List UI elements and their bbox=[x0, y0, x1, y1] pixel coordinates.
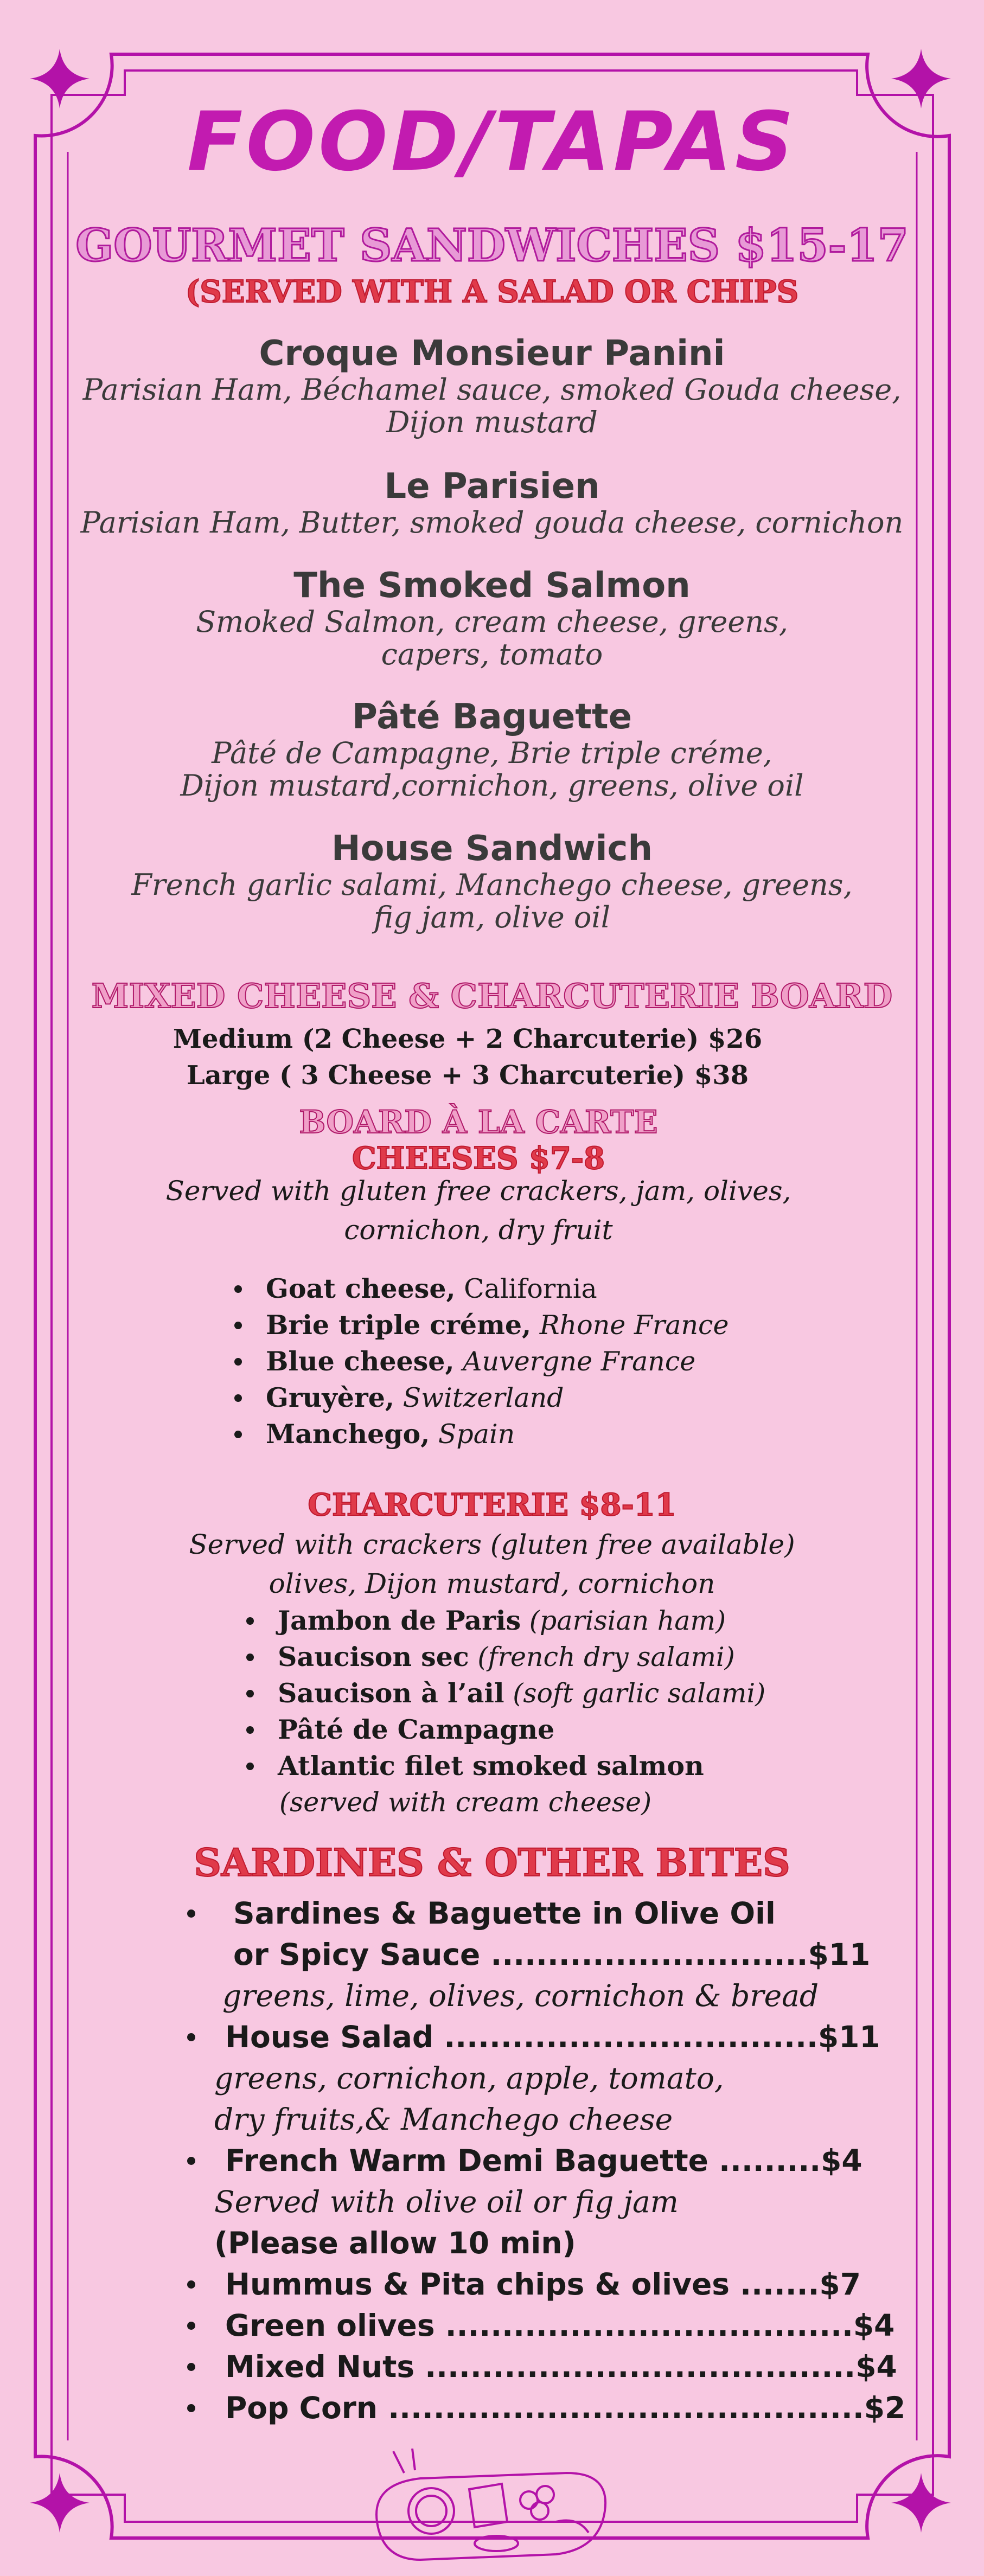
bite-name: or Spicy Sauce ............................$11 bbox=[233, 1937, 871, 1972]
bite-note: (Please allow 10 min) bbox=[214, 2226, 576, 2260]
list-item bbox=[228, 1343, 729, 1380]
charcuterie-heading: CHARCUTERIE $8-11 bbox=[308, 1487, 676, 1523]
list-item bbox=[240, 1639, 765, 1675]
cheese-origin: Switzerland bbox=[394, 1382, 564, 1413]
list-item bbox=[182, 2016, 880, 2058]
list-item bbox=[228, 1307, 729, 1343]
sandwich-item bbox=[0, 466, 984, 539]
sandwiches-subheading: (SERVED WITH A SALAD OR CHIPS bbox=[185, 274, 799, 310]
bite-desc: dry fruits,& Manchego cheese bbox=[214, 2102, 673, 2137]
bite-name: Pop Corn ..........................................$2 bbox=[225, 2391, 906, 2425]
cheese-name: Goat cheese, bbox=[266, 1273, 456, 1304]
cheese-origin: Spain bbox=[430, 1419, 515, 1450]
list-item bbox=[228, 1416, 729, 1452]
sandwich-desc: French garlic salami, Manchego cheese, greens, bbox=[131, 868, 853, 902]
cheeses-heading: CHEESES $7-8 bbox=[352, 1140, 605, 1176]
list-item bbox=[228, 1271, 729, 1307]
charcuterie-name: Pâté de Campagne bbox=[278, 1714, 555, 1745]
list-item bbox=[182, 2346, 897, 2387]
list-item bbox=[182, 2387, 906, 2428]
sandwich-desc: Smoked Salmon, cream cheese, greens, bbox=[196, 605, 788, 639]
cheese-origin: California bbox=[455, 1273, 597, 1304]
bite-desc: Served with olive oil or fig jam bbox=[214, 2184, 679, 2219]
bite-name: Hummus & Pita chips & olives .......$7 bbox=[225, 2267, 861, 2302]
sandwich-name: Le Parisien bbox=[384, 466, 600, 507]
sparkle-icon bbox=[30, 2473, 90, 2533]
charcuterie-note: olives, Dijon mustard, cornichon bbox=[269, 1568, 715, 1599]
cheese-name: Brie triple créme, bbox=[266, 1309, 532, 1341]
cheese-name: Manchego, bbox=[266, 1418, 430, 1450]
sandwich-name: Croque Monsieur Panini bbox=[259, 334, 725, 374]
charcuterie-detail: (french dry salami) bbox=[469, 1642, 735, 1673]
menu-title: FOOD/TAPAS bbox=[187, 95, 797, 189]
carte-heading: BOARD À LA CARTE bbox=[299, 1104, 658, 1140]
bite-desc: greens, cornichon, apple, tomato, bbox=[214, 2061, 724, 2096]
list-item bbox=[240, 1675, 765, 1712]
sparkle-icon bbox=[891, 2473, 951, 2533]
sandwich-item bbox=[0, 334, 984, 439]
charcuterie-note: Served with crackers (gluten free available) bbox=[189, 1529, 795, 1560]
charcuterie-detail: (parisian ham) bbox=[521, 1605, 726, 1636]
board-heading: MIXED CHEESE & CHARCUTERIE BOARD bbox=[91, 976, 893, 1016]
list-item bbox=[182, 2140, 862, 2181]
bite-name: Green olives ....................................$4 bbox=[225, 2308, 895, 2343]
cheese-origin: Auvergne France bbox=[454, 1346, 696, 1377]
sandwiches-heading: GOURMET SANDWICHES $15-17 bbox=[75, 220, 909, 272]
cheeses-note: cornichon, dry fruit bbox=[344, 1214, 613, 1246]
bites-list bbox=[182, 1893, 906, 2428]
cheese-name: Gruyère, bbox=[266, 1382, 394, 1413]
list-item bbox=[240, 1748, 765, 1784]
bite-desc: greens, lime, olives, cornichon & bread bbox=[222, 1978, 819, 2013]
sandwich-desc: Dijon mustard bbox=[386, 405, 598, 439]
bite-name: French Warm Demi Baguette .........$4 bbox=[225, 2143, 862, 2178]
bite-name: Sardines & Baguette in Olive Oil bbox=[233, 1896, 776, 1931]
sandwich-desc: fig jam, olive oil bbox=[374, 900, 610, 934]
charcuterie-name: Saucison à l’ail bbox=[278, 1677, 504, 1709]
cheese-name: Blue cheese, bbox=[266, 1345, 455, 1377]
list-item bbox=[240, 1712, 765, 1748]
bite-name: Mixed Nuts ......................................$4 bbox=[225, 2349, 897, 2384]
list-item bbox=[182, 1893, 833, 1934]
sandwich-item bbox=[0, 566, 984, 671]
charcuterie-board-illustration bbox=[361, 2440, 621, 2576]
sandwich-desc: Dijon mustard,cornichon, greens, olive oil bbox=[180, 768, 804, 803]
list-item bbox=[240, 1603, 765, 1639]
charcuterie-list bbox=[240, 1603, 765, 1784]
sandwich-item bbox=[0, 829, 984, 934]
cheese-origin: Rhone France bbox=[531, 1310, 729, 1341]
sandwich-desc: capers, tomato bbox=[381, 637, 603, 671]
charcuterie-name: Saucison sec bbox=[278, 1641, 469, 1673]
charcuterie-detail: (soft garlic salami) bbox=[504, 1678, 766, 1709]
sandwich-item bbox=[0, 697, 984, 802]
sandwich-desc: Pâté de Campagne, Brie triple créme, bbox=[212, 736, 772, 770]
list-item bbox=[182, 2305, 895, 2346]
board-large: Large ( 3 Cheese + 3 Charcuterie) $38 bbox=[187, 1060, 749, 1091]
list-item bbox=[182, 2264, 861, 2305]
board-medium: Medium (2 Cheese + 2 Charcuterie) $26 bbox=[172, 1024, 763, 1054]
cheeses-note: Served with gluten free crackers, jam, olives, bbox=[165, 1175, 791, 1207]
sandwich-name: Pâté Baguette bbox=[352, 697, 632, 737]
charcuterie-name: Atlantic filet smoked salmon bbox=[278, 1750, 704, 1782]
sandwich-name: The Smoked Salmon bbox=[293, 566, 691, 606]
sandwich-name: House Sandwich bbox=[331, 829, 653, 869]
list-item bbox=[182, 1934, 871, 1975]
charcuterie-after-note: (served with cream cheese) bbox=[279, 1787, 652, 1818]
charcuterie-name: Jambon de Paris bbox=[278, 1605, 521, 1636]
cheese-list bbox=[228, 1271, 729, 1452]
bites-heading: SARDINES & OTHER BITES bbox=[194, 1840, 790, 1885]
sandwich-desc: Parisian Ham, Butter, smoked gouda cheese, cornichon bbox=[80, 505, 904, 540]
list-item bbox=[228, 1380, 729, 1416]
bite-name: House Salad .................................$11 bbox=[225, 2020, 880, 2054]
sandwich-desc: Parisian Ham, Béchamel sauce, smoked Gouda cheese, bbox=[82, 373, 902, 407]
